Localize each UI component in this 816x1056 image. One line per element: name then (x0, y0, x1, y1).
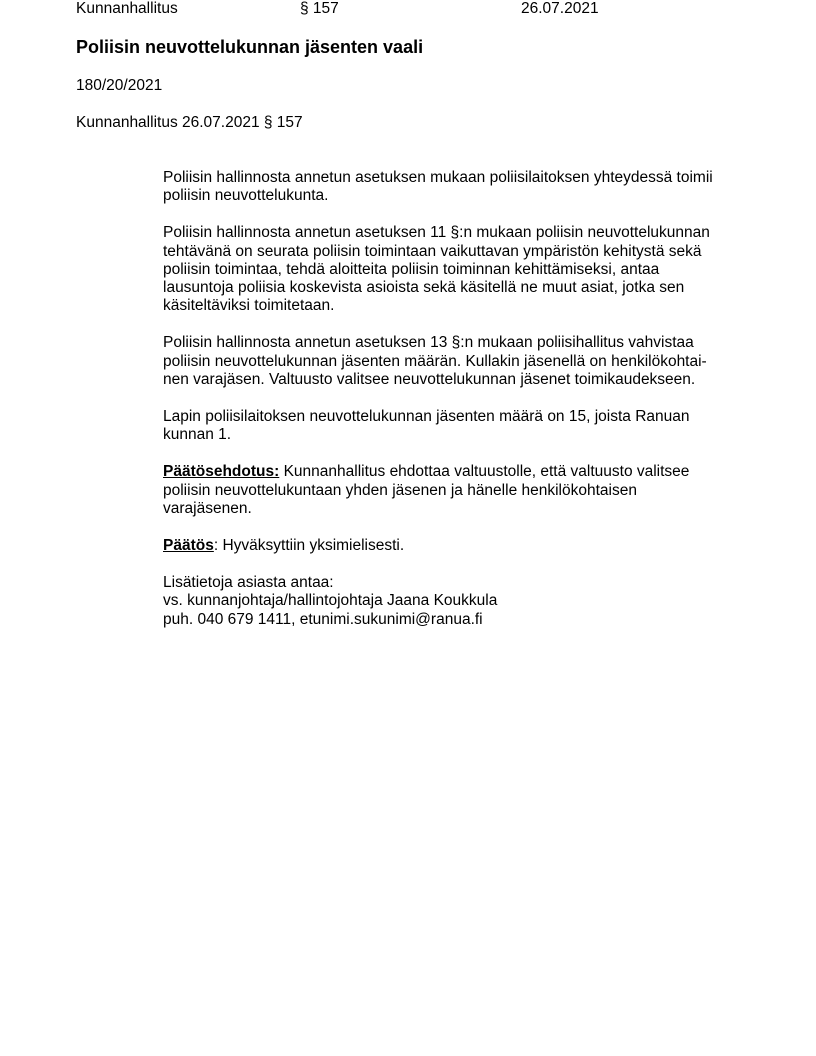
text-line: puh. 040 679 1411, etunimi.sukunimi@ranua.fi (163, 610, 483, 628)
header-date: 26.07.2021 (521, 0, 599, 17)
text-line: Lapin poliisilaitoksen neuvottelukunnan jäsenten määrä on 15, joista Ranuan (163, 408, 690, 426)
header-section: § 157 (300, 0, 339, 17)
text-line: Lisätietoja asiasta antaa: (163, 574, 334, 592)
decision-paragraph (163, 537, 763, 555)
text-line: lausuntoja poliisia koskevista asioista sekä käsitellä ne muut asiat, jotka sen (163, 279, 685, 297)
text-line: kunnan 1. (163, 426, 232, 444)
text-line: poliisin neuvottelukunta. (163, 187, 329, 205)
paragraph-1 (163, 169, 763, 205)
meeting-reference: Kunnanhallitus 26.07.2021 § 157 (76, 114, 303, 131)
text-line: tehtävänä on seurata poliisin toimintaan vaikuttavan ympäristön kehitystä sekä (163, 242, 702, 260)
paragraph-4 (163, 408, 763, 444)
contact-paragraph (163, 574, 763, 629)
decision-label: Päätös (163, 537, 214, 555)
text-line: Poliisin hallinnosta annetun asetuksen mukaan poliisilaitoksen yhteydessä toimii (163, 169, 713, 186)
text-line: Poliisin hallinnosta annetun asetuksen 11 §:n mukaan poliisin neuvottelukunnan (163, 224, 710, 242)
text-line: Poliisin hallinnosta annetun asetuksen 13 §:n mukaan poliisihallitus vahvistaa (163, 334, 694, 352)
case-number: 180/20/2021 (76, 77, 163, 94)
text-line: poliisin neuvottelukunnan jäsenten määrän. Kullakin jäsenellä on henkilökohtai- (163, 352, 707, 370)
header-body: Kunnanhallitus (76, 0, 178, 17)
text-line: vs. kunnanjohtaja/hallintojohtaja Jaana Koukkula (163, 592, 498, 610)
text-line: käsiteltäviksi toimitetaan. (163, 297, 335, 315)
text-line: nen varajäsen. Valtuusto valitsee neuvottelukunnan jäsenet toimikaudekseen. (163, 370, 696, 388)
paragraph-2 (163, 224, 763, 315)
decision-text: : Hyväksyttiin yksimielisesti. (213, 537, 405, 555)
page-title: Poliisin neuvottelukunnan jäsenten vaali (76, 37, 424, 57)
text-line: varajäsenen. (163, 499, 252, 517)
text-line: poliisin toimintaa, tehdä aloitteita poliisin toiminnan kehittämiseksi, antaa (163, 260, 660, 278)
document-body (163, 169, 763, 648)
paragraph-3 (163, 334, 763, 389)
text-line: Kunnanhallitus ehdottaa valtuustolle, että valtuusto valitsee (279, 463, 690, 481)
text-line: poliisin neuvottelukuntaan yhden jäsenen ja hänelle henkilökohtaisen (163, 481, 637, 499)
proposal-paragraph (163, 463, 763, 518)
proposal-label: Päätösehdotus: (163, 463, 280, 481)
